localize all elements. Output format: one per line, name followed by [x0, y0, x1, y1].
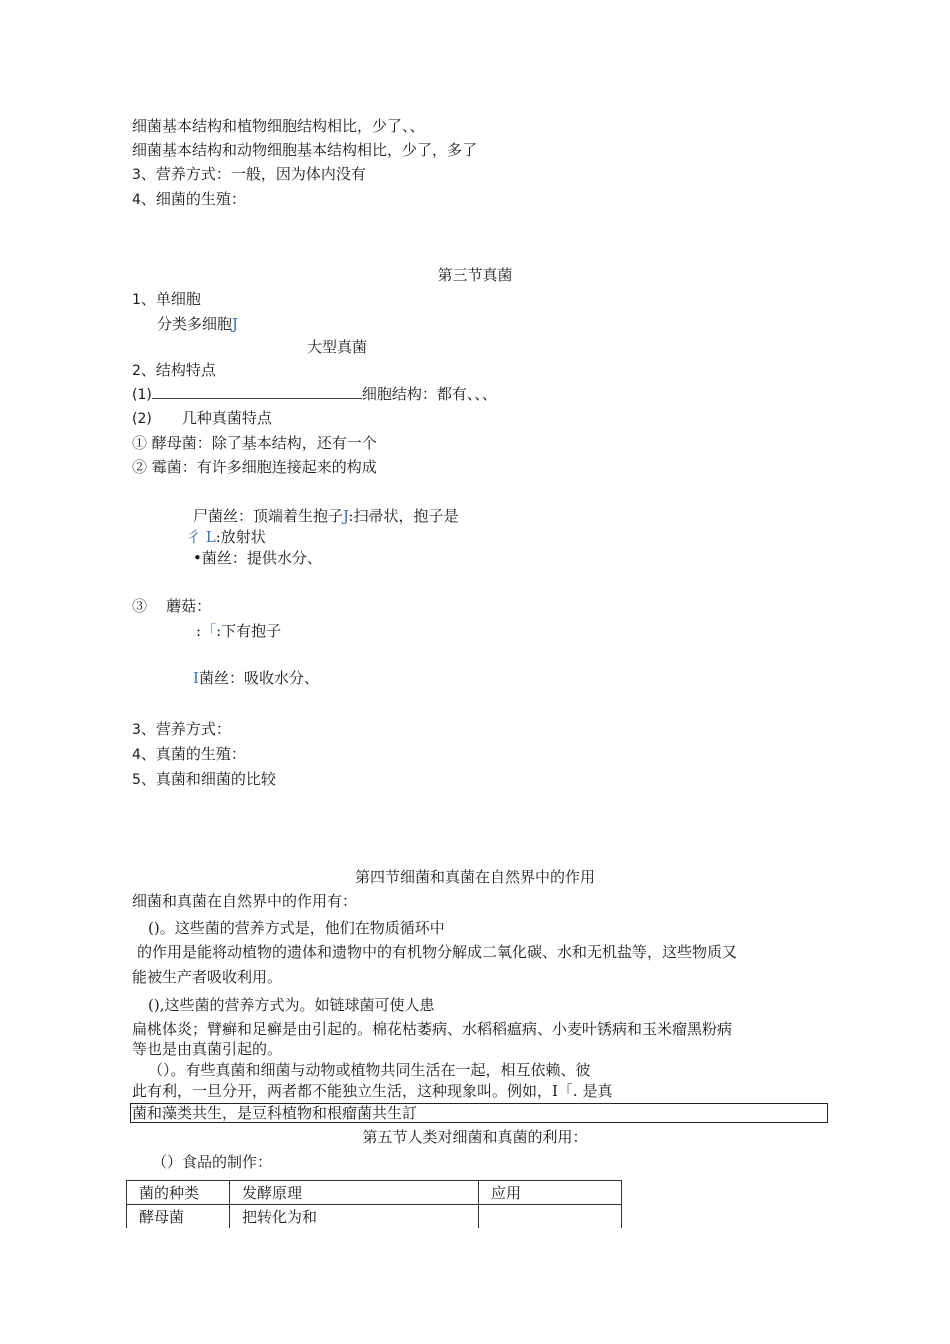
role-p2-line1: (),这些菌的营养方式为。如链球菌可使人患 — [148, 996, 435, 1014]
mushroom-branch-b: I菌丝：吸收水分、 — [193, 669, 319, 687]
yeast-line: ① 酵母菌：除了基本结构，还有一个 — [132, 434, 377, 452]
mold-branch-b: 彳 L:放射状 — [186, 528, 266, 546]
table-cell: 把转化为和 — [230, 1205, 479, 1229]
role-p3-line2: 此有利，一旦分开，两者都不能独立生活，这种现象叫。例如，I「. 是真 — [132, 1082, 613, 1100]
fermentation-table — [126, 1180, 622, 1228]
role-p3-line3: 菌和藻类共生，是豆科植物和根瘤菌共生訂 — [132, 1104, 418, 1122]
role-p3-line1: （）。有些真菌和细菌与动物或植物共同生活在一起，相互依赖、彼 — [148, 1061, 591, 1079]
role-p1-line2: 的作用是能将动植物的遗体和遗物中的有机物分解成二氧化碳、水和无机盐等，这些物质又 — [137, 943, 738, 961]
fungi-item-5: 5、真菌和细菌的比较 — [132, 770, 276, 788]
table-row — [127, 1205, 622, 1229]
fungi-item-4: 4、真菌的生殖： — [132, 745, 246, 763]
fungi-classify-line: 分类多细胞J — [157, 315, 239, 333]
fungi-sub-2: (2) 几种真菌特点 — [132, 409, 272, 427]
table-header-row — [127, 1181, 622, 1205]
fungi-item-2: 2、结构特点 — [132, 361, 216, 379]
use-section-title: 第五节人类对细菌和真菌的利用： — [362, 1128, 588, 1146]
role-p2-line3: 等也是由真菌引起的。 — [132, 1040, 283, 1058]
mushroom-branch-a: :「:下有抱子 — [196, 622, 282, 640]
bacteria-reproduction-line: 4、细菌的生殖： — [132, 190, 246, 208]
role-section-title: 第四节细菌和真菌在自然界中的作用 — [354, 868, 595, 886]
fill-blank — [152, 384, 362, 399]
large-fungi-label: 大型真菌 — [307, 338, 368, 356]
mushroom-line: ③ 蘑菇： — [132, 597, 212, 615]
role-intro: 细菌和真菌在自然界中的作用有： — [132, 892, 358, 910]
table-cell: 酵母菌 — [127, 1205, 230, 1229]
role-p1-line3: 能被生产者吸收利用。 — [132, 968, 283, 986]
mold-branch-a: 尸菌丝：顶端着生抱子J:扫帚状，抱子是 — [193, 507, 459, 525]
bacteria-vs-animal-line: 细菌基本结构和动物细胞基本结构相比，少了，多了 — [132, 141, 478, 159]
mold-line: ② 霉菌：有许多细胞连接起来的构成 — [132, 458, 377, 476]
table-header-cell: 应用 — [479, 1181, 622, 1205]
table-cell — [479, 1205, 622, 1229]
mold-branch-c: •菌丝：提供水分、 — [193, 549, 322, 567]
table-header-cell: 菌的种类 — [127, 1181, 230, 1205]
fungi-section-title: 第三节真菌 — [437, 266, 513, 284]
fungi-item-3: 3、营养方式： — [132, 720, 231, 738]
fungi-item-1: 1、单细胞 — [132, 290, 201, 308]
role-p2-line2: 扁桃体炎；臂癣和足癣是由引起的。棉花枯萎病、水稻稻瘟病、小麦叶锈病和玉米瘤黑粉病 — [132, 1020, 733, 1038]
role-p1-line1: ()。这些菌的营养方式是，他们在物质循环中 — [148, 919, 445, 937]
table-header-cell: 发酵原理 — [230, 1181, 479, 1205]
fungi-sub-1: (1) 细胞结构：都有、、、 — [132, 385, 497, 403]
brace-mark: J — [232, 315, 239, 333]
food-making-line: （）食品的制作： — [152, 1153, 273, 1171]
bacteria-vs-plant-line: 细菌基本结构和植物细胞结构相比，少了、、 — [132, 117, 425, 135]
bacteria-nutrition-line: 3、营养方式：一般，因为体内没有 — [132, 165, 366, 183]
